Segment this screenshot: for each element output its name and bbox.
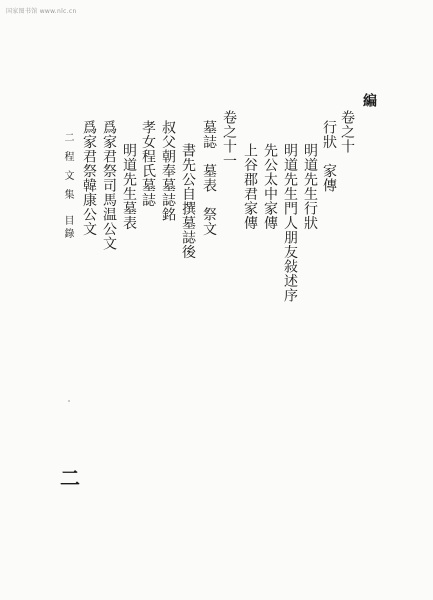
juan-11-category: 墓誌 墓表 祭文: [201, 120, 217, 236]
folio-number: 二: [60, 466, 80, 490]
toc-entry: 上谷郡君家傳: [242, 143, 258, 230]
toc-entry: 明道先生行狀: [302, 143, 318, 230]
book-subtitle: 目錄: [62, 215, 73, 241]
book-title: 二程文集: [62, 132, 73, 208]
juan-11-heading: 卷之十一: [221, 110, 237, 168]
toc-entry: 先公太中家傳: [262, 143, 278, 230]
toc-entry: 書先公自撰墓誌後: [180, 143, 196, 259]
juan-10-category: 行狀 家傳: [321, 120, 337, 193]
section-label: 編: [361, 93, 377, 108]
library-watermark: 国家图书馆 www.nlc.cn: [6, 8, 77, 15]
toc-entry: 叔父朝奉墓誌銘: [160, 120, 176, 222]
toc-entry: 明道先生門人朋友敍述序: [282, 143, 298, 303]
toc-entry: 孝女程氏墓誌: [140, 120, 156, 207]
toc-entry: 爲家君祭司馬温公文: [101, 120, 117, 251]
paper-speck: [68, 400, 70, 402]
juan-10-heading: 卷之十: [339, 110, 355, 154]
toc-entry: 明道先生墓表: [121, 143, 137, 230]
toc-entry: 爲家君祭韓康公文: [81, 120, 97, 236]
